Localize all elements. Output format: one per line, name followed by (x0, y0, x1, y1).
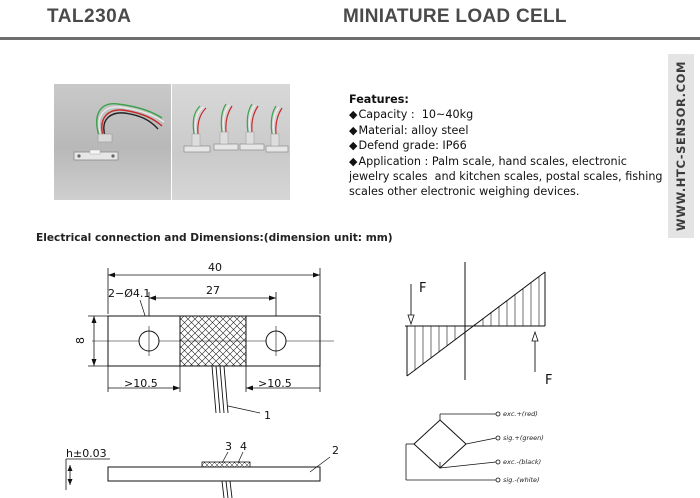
diamond-bullet-icon: ◆ (349, 139, 358, 153)
callout-3: 3 (225, 440, 232, 453)
product-title: MINIATURE LOAD CELL (343, 6, 567, 27)
callout-cable: 1 (264, 409, 271, 421)
features-list (349, 107, 664, 199)
diamond-bullet-icon: ◆ (349, 108, 358, 122)
feature-item-material: ◆Material: alloy steel (349, 123, 469, 137)
features-title: Features: (349, 93, 409, 106)
website-url: WWW.HTC-SENSOR.COM (674, 60, 688, 232)
website-side-tab (668, 54, 694, 238)
section-title: Electrical connection and Dimensions:(dimension unit: mm) (36, 232, 393, 244)
wire-label-exc-minus: exc.-(black) (503, 458, 542, 466)
dim-hole-spacing: 27 (206, 284, 220, 297)
wiring-diagram (400, 404, 580, 490)
dim-overall-length: 40 (208, 261, 222, 274)
feature-item-defend-grade: ◆Defend grade: IP66 (349, 139, 467, 153)
wire-label-exc-plus: exc.+(red) (503, 410, 538, 418)
force-label-bottom: F (545, 373, 553, 387)
callout-body: 2 (332, 444, 339, 457)
wire-label-sig-minus: sig.-(white) (503, 476, 540, 484)
model-number: TAL230A (47, 6, 132, 27)
dim-right-offset: >10.5 (258, 377, 292, 390)
header-divider (0, 37, 700, 40)
dim-hole-spec: 2−Ø4.1 (108, 287, 151, 300)
force-diagram (395, 262, 565, 387)
force-label-top: F (419, 281, 427, 296)
features-block (349, 92, 664, 200)
dim-thickness: h±0.03 (66, 447, 107, 460)
diamond-bullet-icon: ◆ (349, 123, 358, 137)
dim-height: 8 (74, 337, 87, 344)
feature-item-application: ◆Application : Palm scale, hand scales, electronic jewelry scales and kitchen scales, postal scales, fishing scales other electronic weighing devices. (349, 154, 663, 199)
dimension-drawing-side (62, 430, 352, 498)
dimension-drawing-top (62, 256, 342, 421)
wire-label-sig-plus: sig.+(green) (503, 434, 544, 442)
feature-item-capacity: ◆Capacity : 10~40kg (349, 108, 474, 122)
dim-left-offset: >10.5 (124, 377, 158, 390)
product-photo-group (172, 84, 290, 200)
product-photo-single (54, 84, 171, 200)
diamond-bullet-icon: ◆ (349, 154, 358, 168)
callout-4: 4 (240, 440, 247, 453)
